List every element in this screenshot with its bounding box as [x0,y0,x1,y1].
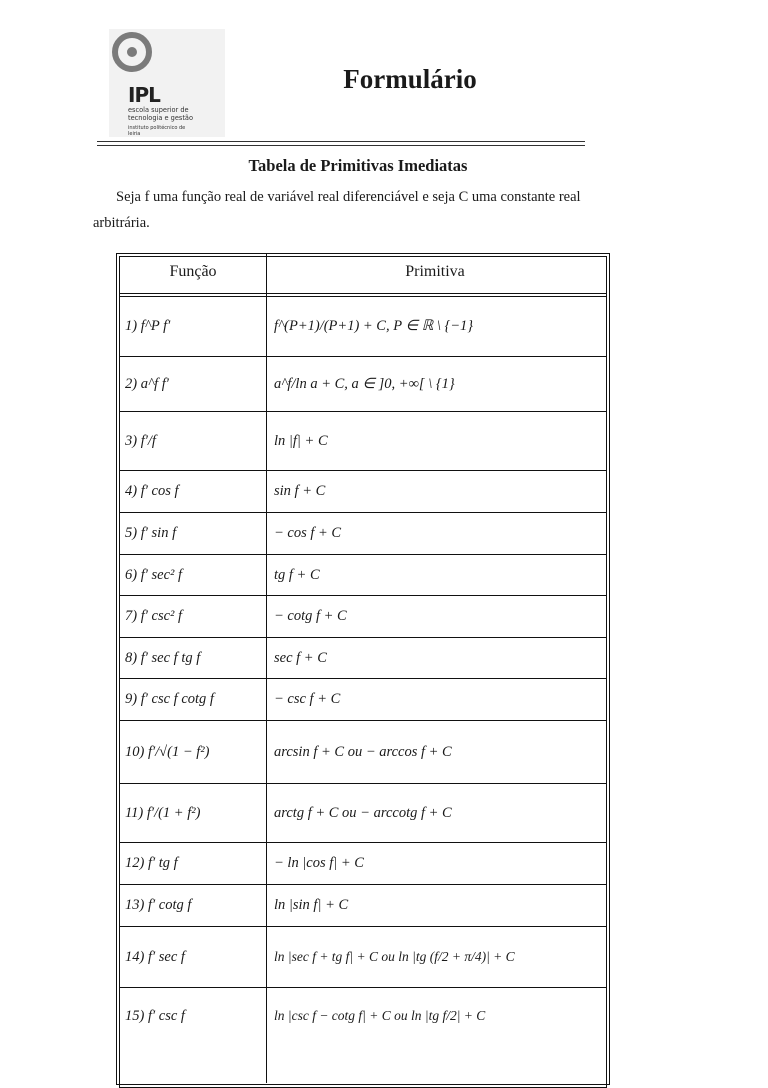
table-row-primitive: tg f + C [274,566,320,583]
table-row-primitive: a^f/ln a + C, a ∈ ]0, +∞[ \ {1} [274,375,455,392]
header-rule-1 [119,293,607,294]
table-row-function: 14) f′ sec f [125,948,185,965]
table-row-primitive: − cotg f + C [274,608,347,624]
table-row-primitive: − ln |cos f| + C [274,855,364,871]
logo-institution: instituto politécnico de leiria [128,125,186,137]
table-row-primitive: sec f + C [274,649,327,666]
table-row-primitive: ln |csc f − cotg f| + C ou ln |tg f/2| + C [274,1008,486,1023]
table-column-divider [266,253,267,1083]
table-row-primitive: ln |sin f| + C [274,897,349,913]
table-row-function: 1) f^P f′ [125,318,171,334]
table-row-primitive: arctg f + C ou − arccotg f + C [274,804,452,821]
primitives-table [116,253,610,1053]
intro-paragraph: Seja f uma função real de variável real diferenciável e seja C uma constante real arbitrária. [93,189,581,231]
table-row-function: 15) f′ csc f [125,1007,185,1024]
header-function: Função [169,263,217,280]
table-row-primitive: ln |f| + C [274,432,328,449]
table-row-function: 5) f′ sin f [125,525,177,541]
table-row-function: 8) f′ sec f tg f [125,649,201,666]
table-row-primitive: f^(P+1)/(P+1) + C, P ∈ ℝ \ {−1} [274,318,474,334]
ipl-logo-ring-icon [112,32,152,72]
table-row-function: 10) f′/√(1 − f²) [125,743,210,760]
title-rule-bottom [97,145,585,146]
table-row-function: 12) f′ tg f [125,855,178,871]
table-row-function: 4) f′ cos f [125,483,179,499]
logo-name: IPL [128,83,160,107]
table-row-primitive: sin f + C [274,483,326,499]
logo-subtitle: escola superior de tecnologia e gestão [128,106,193,122]
table-row-function: 11) f′/(1 + f²) [125,804,201,821]
table-row-function: 2) a^f f′ [125,375,169,392]
title-rule-top [97,141,585,142]
table-heading: Tabela de Primitivas Imediatas [248,156,468,175]
page-title: Formulário [343,64,477,94]
table-row-primitive: − cos f + C [274,525,342,541]
table-row-function: 13) f′ cotg f [125,897,192,913]
table-row-function: 7) f′ csc² f [125,608,183,624]
header-primitive: Primitiva [405,263,465,280]
table-row-primitive: ln |sec f + tg f| + C ou ln |tg (f/2 + π/4)| + C [274,949,515,964]
ipl-logo [109,29,225,137]
table-row-primitive: − csc f + C [274,691,341,707]
table-row-function: 3) f′/f [125,432,156,449]
table-row-function: 9) f′ csc f cotg f [125,691,214,707]
table-row-primitive: arcsin f + C ou − arccos f + C [274,743,452,760]
table-row-function: 6) f′ sec² f [125,566,183,583]
